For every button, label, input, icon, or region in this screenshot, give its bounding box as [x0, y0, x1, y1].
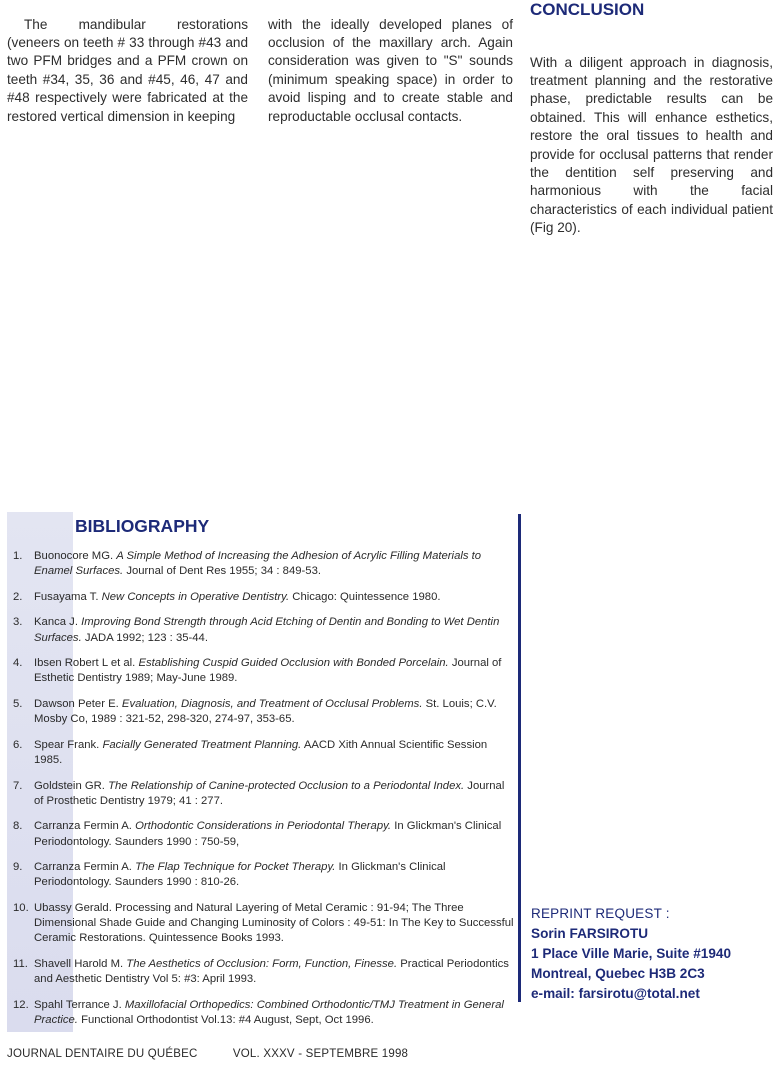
reference-source: Chicago: Quintessence 1980. — [292, 590, 441, 603]
journal-name: JOURNAL DENTAIRE DU QUÉBEC — [7, 1048, 198, 1060]
reference-author: Ubassy Gerald. — [34, 901, 112, 914]
email-address: e-mail: farsirotu@total.net — [531, 986, 700, 1001]
reference-number: 4. — [13, 657, 23, 670]
reference-item — [7, 860, 514, 890]
reference-title: A Simple Method of Increasing the Adhesion of Acrylic Filling Materials to Enamel Surfaces. — [34, 550, 482, 578]
page-footer — [7, 1048, 408, 1060]
reference-author: Fusayama T. — [34, 590, 99, 603]
body-text-column-1: The mandibular restorations (veneers on teeth # 33 through #43 and two PFM bridges and a PFM crown on teeth #34, 35, 36 and #45, 46, 47 and #48 respectively were fabricated at the restored vertical dimension in keeping — [7, 16, 248, 124]
reference-number: 8. — [13, 820, 23, 833]
reference-item — [7, 549, 514, 579]
reference-title: The Relationship of Canine-protected Occlusion to a Periodontal Index. — [108, 779, 465, 792]
reference-item — [7, 957, 514, 987]
conclusion-heading: CONCLUSION — [530, 0, 645, 19]
reference-title: Establishing Cuspid Guided Occlusion with Bonded Porcelain. — [138, 657, 449, 670]
reference-author: Kanca J. — [34, 616, 78, 629]
reference-item — [7, 779, 514, 809]
reference-author: Shavell Harold M. — [34, 957, 124, 970]
reference-number: 2. — [13, 590, 23, 603]
reference-item — [7, 998, 514, 1028]
reference-item — [7, 656, 514, 686]
reference-source: Practical Periodontics and Aesthetic Dentistry Vol 5: #3: April 1993. — [34, 957, 509, 986]
reference-source: Journal of Esthetic Dentistry 1989; May-June 1989. — [34, 657, 502, 685]
reference-title: Maxillofacial Orthopedics: Combined Orthodontic/TMJ Treatment in General Practice. — [34, 998, 504, 1026]
reference-author: Dawson Peter E. — [34, 697, 119, 710]
conclusion-text: With a diligent approach in diagnosis, treatment planning and the restorative phase, predictable results can be obtained. This will enhance esthetics, restore the oral tissues to health and provide for occlusal patterns that render the dentition self preserving and harmonious with the facial characteristics of each individual patient (Fig 20). — [530, 54, 773, 236]
reprint-request-label: REPRINT REQUEST : — [531, 906, 670, 921]
reference-title: The Aesthetics of Occlusion: Form, Function, Finesse. — [126, 957, 398, 970]
reference-source: JADA 1992; 123 : 35-44. — [84, 631, 208, 644]
reference-title: New Concepts in Operative Dentistry. — [101, 590, 290, 603]
reference-number: 3. — [13, 616, 23, 629]
volume-issue: VOL. XXXV - SEPTEMBRE 1998 — [232, 1048, 409, 1060]
reference-author: Spear Frank. — [34, 738, 100, 751]
reference-author: Ibsen Robert L et al. — [34, 657, 136, 670]
reference-source: Processing and Natural Layering of Metal Ceramic : 91-94; The Three Dimensional Shade Guide and Changing Luminosity of Colors : 49-51: In The Key to Successful Ceramic Restorations. Quintessence Books 1993. — [34, 901, 514, 945]
reference-item — [7, 819, 514, 849]
reference-author: Goldstein GR. — [34, 779, 105, 792]
reference-title: Orthodontic Considerations in Periodontal Therapy. — [135, 820, 392, 833]
reference-number: 11. — [13, 957, 28, 970]
reference-item — [7, 738, 514, 768]
reference-item — [7, 615, 514, 645]
vertical-divider — [518, 514, 521, 1002]
reference-author: Spahl Terrance J. — [34, 998, 122, 1011]
address-line-2: Montreal, Quebec H3B 2C3 — [531, 966, 705, 981]
bibliography-list — [7, 549, 514, 1039]
reference-author: Buonocore MG. — [34, 550, 114, 562]
reference-source: Functional Orthodontist Vol.13: #4 August, Sept, Oct 1996. — [81, 1013, 374, 1026]
reference-author: Carranza Fermin A. — [34, 820, 132, 833]
reference-number: 10. — [13, 901, 29, 914]
reference-source: St. Louis; C.V. Mosby Co, 1989 : 321-52, 298-320, 274-97, 353-65. — [34, 697, 497, 726]
address-line-1: 1 Place Ville Marie, Suite #1940 — [531, 946, 732, 961]
reference-title: Evaluation, Diagnosis, and Treatment of Occlusal Problems. — [121, 697, 423, 710]
reference-source: Journal of Prosthetic Dentistry 1979; 41 : 277. — [34, 779, 505, 807]
reference-number: 5. — [13, 697, 23, 710]
author-name: Sorin FARSIROTU — [531, 926, 649, 941]
reference-source: In Glickman's Clinical Periodontology. Saunders 1990 : 810-26. — [34, 861, 446, 889]
reference-number: 9. — [13, 861, 23, 874]
reference-number: 1. — [13, 550, 23, 562]
reference-item — [7, 590, 514, 605]
bibliography-heading: BIBLIOGRAPHY — [75, 516, 210, 536]
reprint-request-block — [531, 904, 771, 1004]
reference-number: 12. — [13, 998, 29, 1011]
reference-title: Facially Generated Treatment Planning. — [102, 738, 302, 751]
reference-item — [7, 697, 514, 727]
reference-title: The Flap Technique for Pocket Therapy. — [135, 861, 336, 874]
body-text-column-2: with the ideally developed planes of occlusion of the maxillary arch. Again consideration was given to "S" sounds (minimum speaking space) in order to avoid lisping and to create stable and reproductable occlusal contacts. — [268, 16, 513, 124]
reference-author: Carranza Fermin A. — [34, 861, 132, 874]
reference-number: 6. — [13, 738, 23, 751]
reference-item — [7, 901, 514, 947]
reference-title: Improving Bond Strength through Acid Etching of Dentin and Bonding to Wet Dentin Surfaces. — [34, 616, 500, 644]
reference-source: Journal of Dent Res 1955; 34 : 849-53. — [126, 565, 321, 578]
reference-number: 7. — [13, 779, 23, 792]
reference-source: In Glickman's Clinical Periodontology. Saunders 1990 : 750-59, — [34, 820, 502, 848]
reference-source: AACD Xith Annual Scientific Session 1985. — [34, 738, 488, 766]
